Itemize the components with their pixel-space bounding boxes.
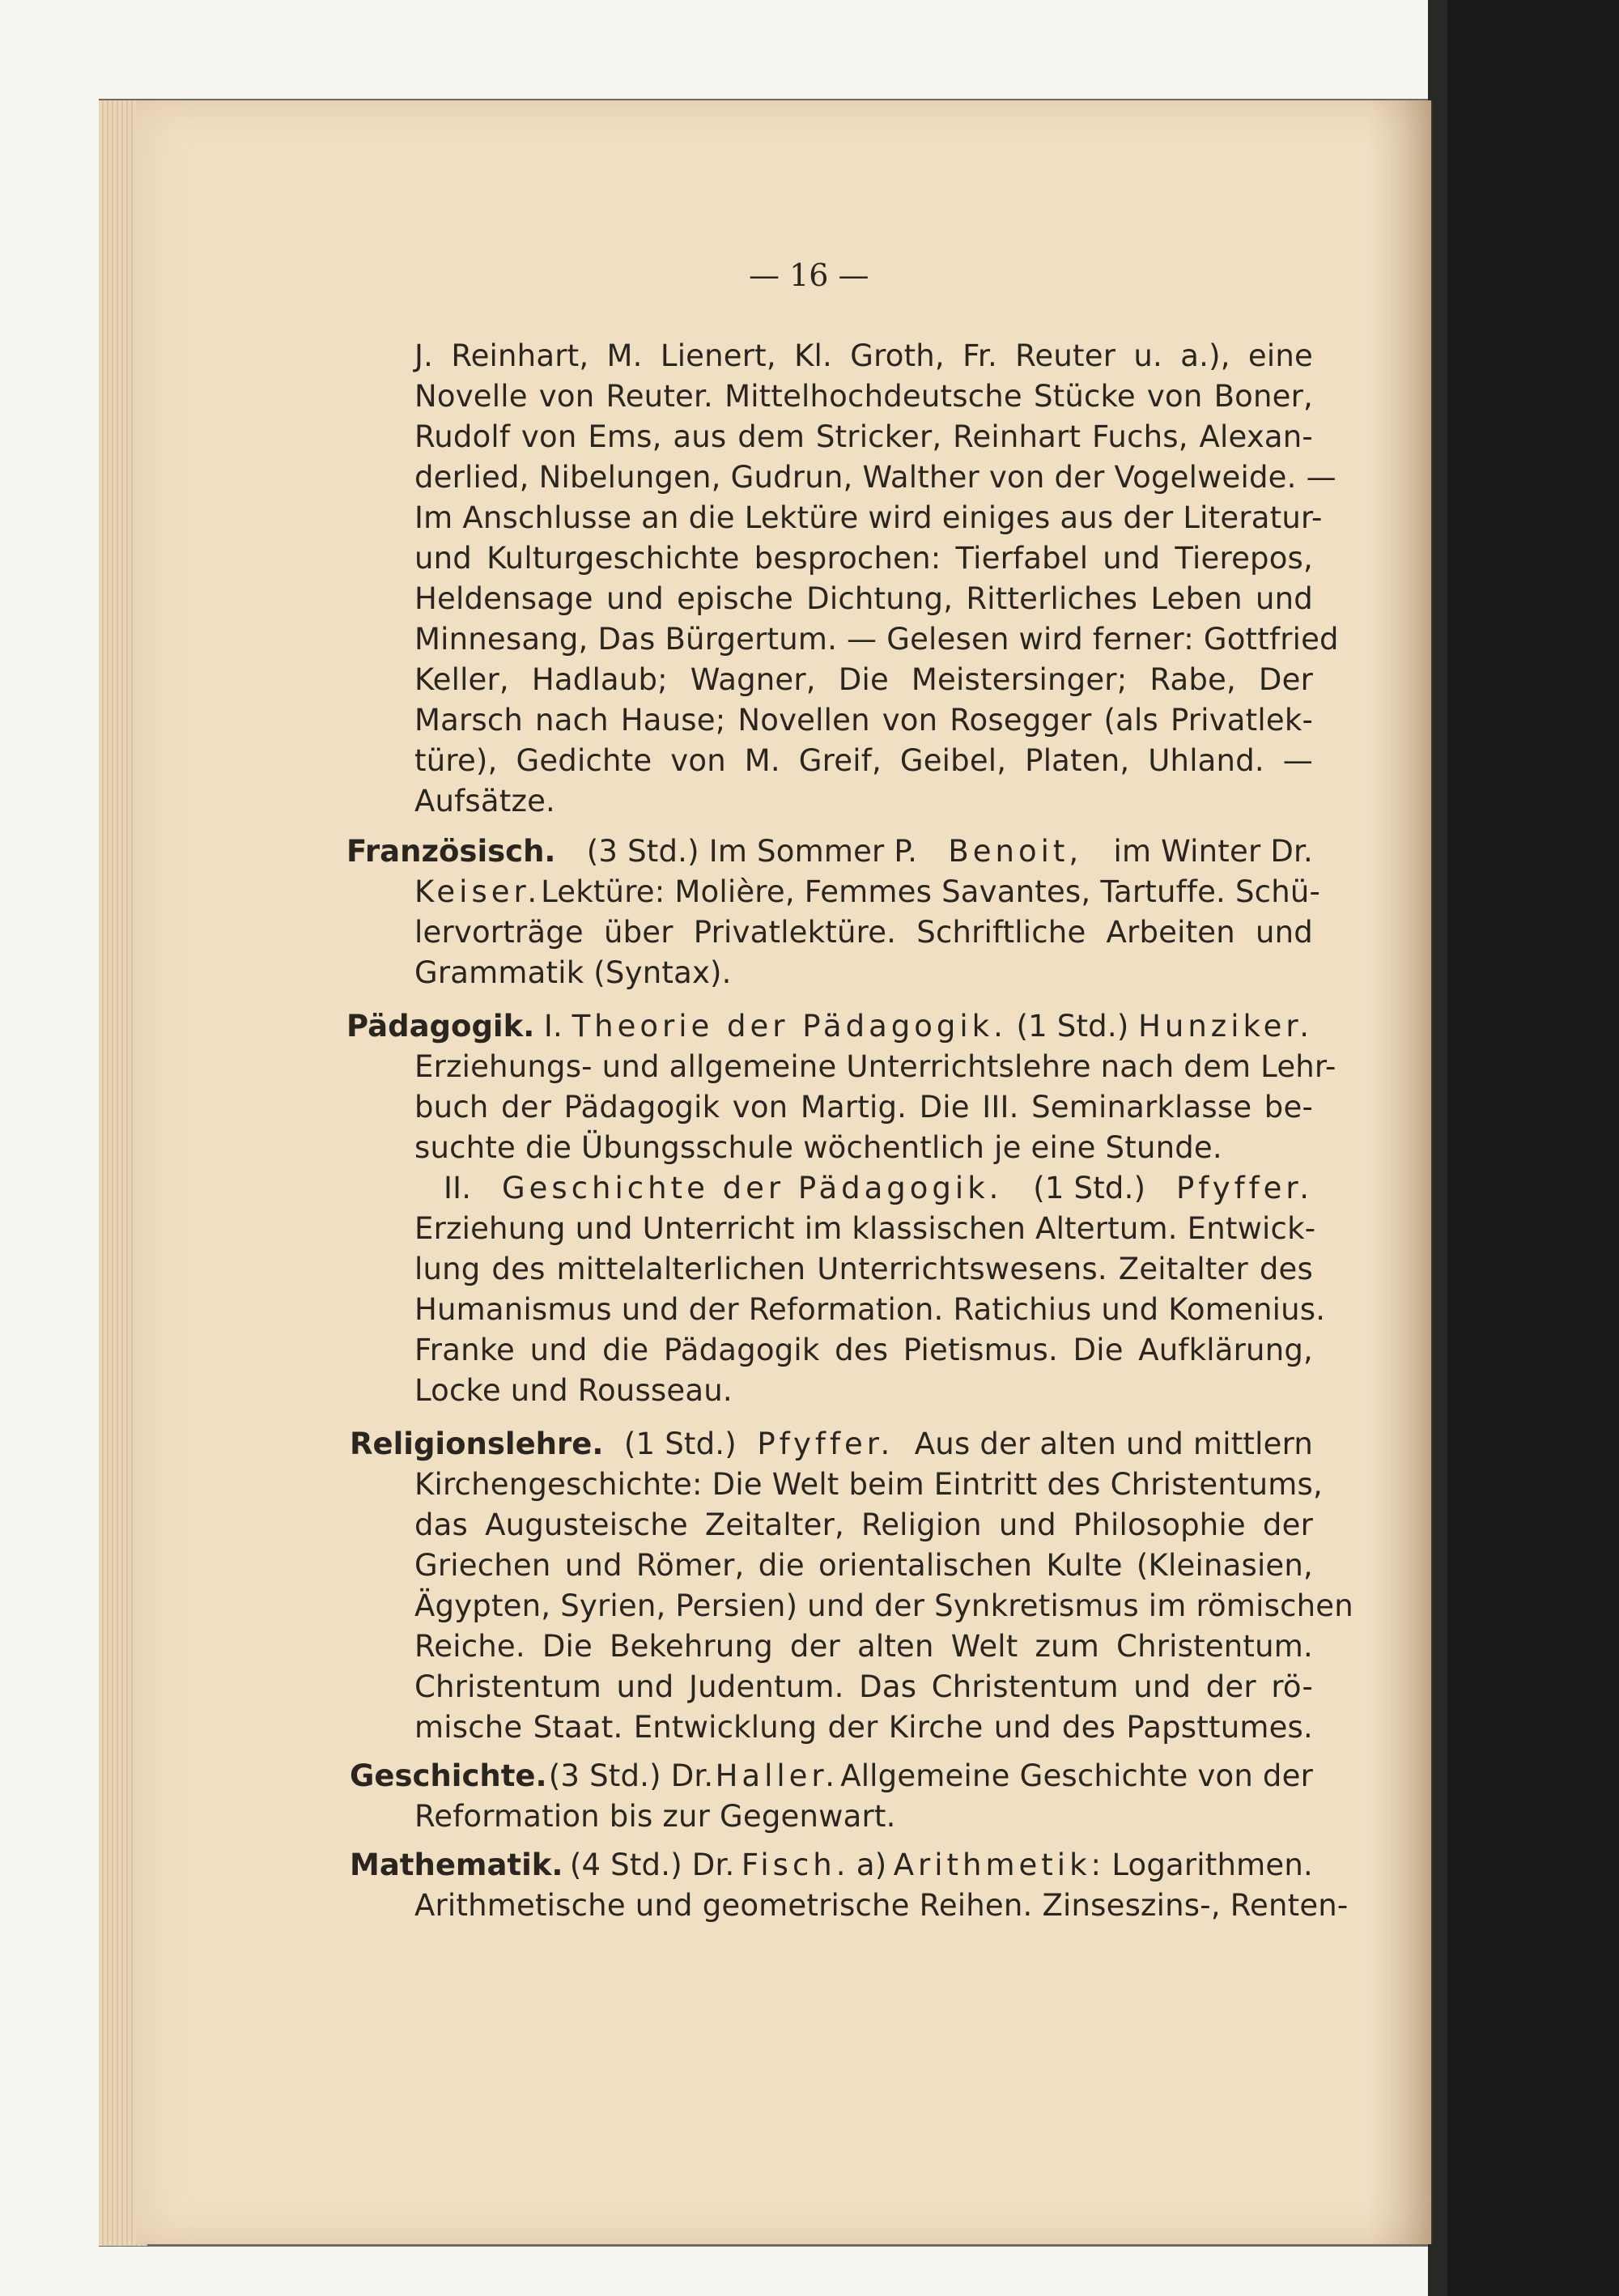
teacher-name: Keiser. <box>414 874 542 909</box>
text-line: Novelle von Reuter. Mittelhochdeutsche Stücke von Boner, <box>414 379 1313 414</box>
text-line: das Augusteische Zeitalter, Religion und Philosophie der <box>414 1507 1313 1542</box>
text-line: Erziehungs- und allgemeine Unterrichtslehre nach dem Lehr- <box>414 1049 1336 1084</box>
scan-margin-top <box>0 0 1619 99</box>
text-fragment: (1 Std.) <box>623 1426 737 1461</box>
text-fragment: Logarithmen. <box>1111 1847 1313 1882</box>
text-line: Erziehung und Unterricht im klassischen Altertum. Entwick- <box>414 1211 1316 1246</box>
section-first-line <box>350 1758 1313 1793</box>
text-line: Arithmetische und geometrische Reihen. Zinseszins-, Renten- <box>414 1888 1349 1923</box>
text-line: Aufsätze. <box>414 784 555 818</box>
subsection-title: Theorie der Pädagogik. <box>572 1009 1007 1044</box>
page-number: — 16 — <box>749 257 869 293</box>
text-fragment: Aus der alten und mittlern <box>914 1426 1313 1461</box>
text-fragment: (4 Std.) Dr. <box>569 1847 735 1882</box>
text-line: suchte die Übungsschule wöchentlich je eine Stunde. <box>414 1130 1222 1165</box>
teacher-name: Pfyffer. <box>1176 1171 1313 1205</box>
teacher-name: Pfyffer. <box>757 1426 894 1461</box>
text-fragment: (3 Std.) Dr. <box>548 1758 714 1793</box>
text-line: Marsch nach Hause; Novellen von Rosegger (als Privatlek- <box>414 703 1313 738</box>
text-line: Christentum und Judentum. Das Christentum und der rö- <box>414 1669 1313 1704</box>
text-line: Keller, Hadlaub; Wagner, Die Meistersinger; Rabe, Der <box>414 662 1313 697</box>
text-line: und Kulturgeschichte besprochen: Tierfabel und Tierepos, <box>414 541 1313 576</box>
section-heading: Französisch. <box>346 834 556 869</box>
text-line: Heldensage und epische Dichtung, Ritterliches Leben und <box>414 581 1313 616</box>
scan-margin-bottom <box>0 2247 1619 2296</box>
text-line: J. Reinhart, M. Lienert, Kl. Groth, Fr. Reuter u. a.), eine <box>414 338 1313 373</box>
text-fragment: (3 Std.) Im Sommer P. <box>586 834 918 869</box>
section-first-line <box>350 1847 1313 1882</box>
section-heading: Mathematik. <box>350 1847 563 1882</box>
section-heading: Pädagogik. <box>346 1009 535 1044</box>
text-line: Ägypten, Syrien, Persien) und der Synkretismus im römischen <box>414 1588 1353 1623</box>
text-fragment: im Winter Dr. <box>1113 834 1313 869</box>
text-line: Franke und die Pädagogik des Pietismus. Die Aufklärung, <box>414 1333 1313 1367</box>
teacher-name: Fisch. <box>741 1847 850 1882</box>
text-fragment: (1 Std.) <box>1016 1009 1129 1044</box>
section-first-line <box>346 1009 1313 1044</box>
text-fragment: Allgemeine Geschichte von der <box>840 1758 1313 1793</box>
subsection-title: Arithmetik: <box>893 1847 1105 1882</box>
text-line: derlied, Nibelungen, Gudrun, Walther von der Vogelweide. — <box>414 460 1336 495</box>
text-line: Grammatik (Syntax). <box>414 955 732 990</box>
section-first-line <box>350 1426 1313 1461</box>
text-line: lung des mittelalterlichen Unterrichtswesens. Zeitalter des <box>414 1252 1313 1286</box>
text-line: Kirchengeschichte: Die Welt beim Eintritt des Christentums, <box>414 1467 1323 1502</box>
text-fragment: II. <box>444 1171 472 1205</box>
text-line: Im Anschlusse an die Lektüre wird einiges aus der Literatur- <box>414 500 1323 535</box>
page-fold-shadow <box>1368 100 1433 2244</box>
scan-dark-edge <box>1447 0 1619 2296</box>
subsection-first-line <box>444 1171 1313 1205</box>
text-line <box>414 874 1321 909</box>
text-fragment: a) <box>856 1847 887 1882</box>
subsection-title: Geschichte der Pädagogik. <box>501 1171 1003 1205</box>
text-line: buch der Pädagogik von Martig. Die III. Seminarklasse be- <box>414 1090 1313 1125</box>
section-heading: Geschichte. <box>350 1758 547 1793</box>
text-line: Humanismus und der Reformation. Ratichius und Komenius. <box>414 1292 1326 1327</box>
text-line: Reiche. Die Bekehrung der alten Welt zum Christentum. <box>414 1629 1313 1664</box>
text-fragment: Lektüre: Molière, Femmes Savantes, Tartuffe. Schü- <box>541 874 1321 909</box>
text-line: Minnesang, Das Bürgertum. — Gelesen wird ferner: Gottfried <box>414 622 1339 657</box>
text-fragment: (1 Std.) <box>1033 1171 1146 1205</box>
teacher-name: Benoit, <box>948 834 1083 869</box>
text-line: lervorträge über Privatlektüre. Schriftliche Arbeiten und <box>414 915 1313 950</box>
section-heading: Religionslehre. <box>350 1426 604 1461</box>
section-first-line <box>346 834 1313 869</box>
text-line: mische Staat. Entwicklung der Kirche und des Papsttumes. <box>414 1710 1313 1745</box>
text-line: türe), Gedichte von M. Greif, Geibel, Platen, Uhland. — <box>414 743 1313 778</box>
teacher-name: Haller. <box>715 1758 839 1793</box>
text-fragment: I. <box>543 1009 563 1044</box>
text-line: Griechen und Römer, die orientalischen Kulte (Kleinasien, <box>414 1548 1313 1583</box>
teacher-name: Hunziker. <box>1138 1009 1313 1044</box>
text-line: Reformation bis zur Gegenwart. <box>414 1799 896 1834</box>
text-line: Locke und Rousseau. <box>414 1373 733 1408</box>
scan-margin-left <box>0 0 99 2296</box>
text-line: Rudolf von Ems, aus dem Stricker, Reinhart Fuchs, Alexan- <box>414 419 1313 454</box>
